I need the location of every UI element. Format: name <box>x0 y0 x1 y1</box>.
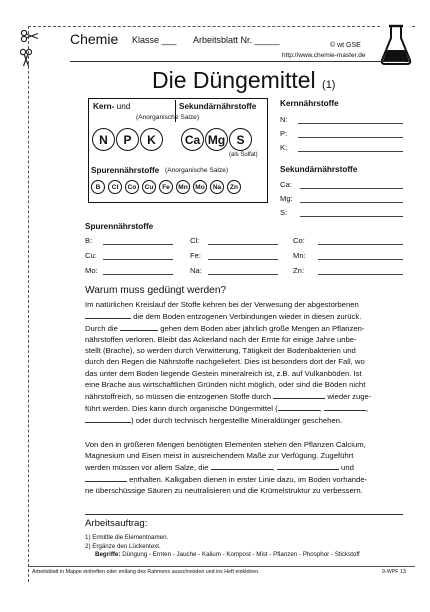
gap-field[interactable] <box>278 402 320 411</box>
text-span: nährstoffreich, so müssen die entzogenen Stoffe durch <box>85 391 272 401</box>
gap-field[interactable] <box>120 322 158 331</box>
answer-field-co[interactable] <box>318 244 403 245</box>
text-span: , <box>319 403 322 413</box>
task-item-2: 2) Ergänze den Lückentext. <box>85 542 161 550</box>
answer-field-na[interactable] <box>208 274 278 275</box>
paragraph-1 <box>85 299 403 426</box>
text-line: Im natürlichen Kreislauf der Stoffe kehren bei der Verwesung der abgestorbenen <box>85 300 359 309</box>
element-circle-s: S <box>229 128 252 151</box>
gap-field[interactable] <box>85 310 131 319</box>
copyright-text: © wt GSE <box>330 42 361 49</box>
element-circle-p: P <box>116 128 139 151</box>
text-line: eine Brache aus wirtschaftlichen Gründen nicht möglich, oder sind die Böden nicht <box>85 379 366 389</box>
answer-field-mg[interactable] <box>300 202 403 203</box>
answer-field-zn[interactable] <box>318 274 403 275</box>
gap-field[interactable] <box>277 461 339 470</box>
answer-field-n[interactable] <box>298 123 403 124</box>
question-heading: Warum muss gedüngt werden? <box>85 285 227 296</box>
answer-field-k[interactable] <box>298 151 403 152</box>
field-label-co: Co: <box>293 236 305 245</box>
gap-field[interactable] <box>211 461 275 473</box>
field-label-s: S: <box>280 208 288 217</box>
field-label-cl: Cl: <box>190 236 200 245</box>
text-span: und <box>341 463 354 473</box>
text-line: Magnesium und Eisen meist in ausreichendem Maße zur Verfügung. Zugeführt <box>85 451 354 461</box>
element-circle-k: K <box>140 128 163 151</box>
text-line: das unter dem Boden liegende Gestein mineralreich ist, z.B. auf Vulkanböden. Ist <box>85 368 362 378</box>
text-span: werden müssen vor allem Salze, die <box>85 463 209 473</box>
anorganische-label: (Anorganische Salze) <box>136 114 200 121</box>
kern-label <box>93 102 130 111</box>
field-label-k: K: <box>280 143 288 152</box>
answer-field-mo[interactable] <box>103 274 173 275</box>
field-label-mg: Mg: <box>280 194 293 203</box>
text-line <box>85 390 403 402</box>
task-list <box>85 534 360 560</box>
arbeitsblatt-label: Arbeitsblatt Nr. _____ <box>193 35 280 45</box>
spuren-figure-sub: (Anorganische Salze) <box>165 167 229 174</box>
gap-field[interactable] <box>273 390 325 399</box>
paragraph-2 <box>85 439 403 496</box>
text-span: enthalten. Kalkgaben dienen in erster Linie dazu, im Boden vorhande- <box>129 475 368 485</box>
scissors-icon <box>20 30 40 42</box>
answer-field-ca[interactable] <box>300 188 403 189</box>
text-line <box>85 461 403 473</box>
subject-title: Chemie <box>70 31 119 47</box>
field-label-ca: Ca: <box>280 180 292 189</box>
scissors-icon-vertical <box>20 48 32 68</box>
element-circle-mg: Mg <box>205 128 228 151</box>
text-span: gehen dem Boden aber jährlich große Mengen an Pflanzen- <box>160 324 365 334</box>
text-line <box>85 473 403 485</box>
page-title-number: (1) <box>322 79 336 91</box>
footer-code: 9-WPF 13 <box>382 569 406 575</box>
task-item-1: 1) Ermittle die Elementnamen. <box>85 534 169 541</box>
element-circle-fe: Fe <box>159 180 173 194</box>
field-label-fe: Fe: <box>190 251 201 260</box>
field-label-mn: Mn: <box>293 251 306 260</box>
begriffe-line <box>85 551 360 560</box>
arbeitsauftrag-divider <box>85 514 403 515</box>
header-divider <box>70 61 405 62</box>
text-span: , <box>366 403 369 413</box>
text-span: , <box>272 463 275 473</box>
page-title-text: Die Düngemittel <box>152 67 316 93</box>
answer-field-s[interactable] <box>300 216 403 217</box>
text-span: Durch die <box>85 324 118 334</box>
spuren-figure-label: Spurennährstoffe <box>91 166 160 175</box>
element-circle-zn: Zn <box>227 180 241 194</box>
field-label-zn: Zn: <box>293 266 304 275</box>
text-line: Von den in größeren Mengen benötigten Elementen stehen den Pflanzen Calcium, <box>85 440 366 449</box>
sekundaer-label: Sekundärnährstoffe <box>179 102 257 111</box>
element-circle-b: B <box>91 180 105 194</box>
text-line: stellt (Brache), so werden durch Verwitterung, Tätigkeit der Bodenbakterien und <box>85 346 356 356</box>
flask-logo-icon <box>380 22 412 66</box>
als-sulfat-label: (als Sulfat) <box>229 152 258 158</box>
sek-heading: Sekundärnährstoffe <box>280 165 358 174</box>
answer-field-cl[interactable] <box>208 244 278 245</box>
element-circle-mo: Mo <box>193 180 207 194</box>
field-label-b: B: <box>85 236 93 245</box>
gap-field[interactable] <box>85 473 127 482</box>
kern-label-text: Kern- <box>93 102 115 111</box>
text-line: nährstoffen verloren. Bleibt das Ackerland nach der Ernte für einige Jahre unbe- <box>85 335 357 345</box>
element-circle-mn: Mn <box>176 180 190 194</box>
kern-heading: Kernnährstoffe <box>280 99 339 108</box>
answer-field-b[interactable] <box>103 244 173 245</box>
answer-field-fe[interactable] <box>208 259 278 260</box>
text-line <box>85 414 403 426</box>
answer-field-p[interactable] <box>298 137 403 138</box>
und-label-text: und <box>116 102 131 111</box>
answer-field-mn[interactable] <box>318 259 403 260</box>
klasse-label: Klasse ___ <box>132 35 177 45</box>
footer-divider <box>28 566 415 567</box>
spuren-heading: Spurennährstoffe <box>85 222 154 231</box>
element-circle-co: Co <box>125 180 139 194</box>
element-circle-ca: Ca <box>181 128 204 151</box>
element-circle-n: N <box>92 128 115 151</box>
text-span: führt werden. Dies kann durch organische Düngermittel ( <box>85 403 278 413</box>
text-span: die dem Boden entzogenen Verbindungen wieder in diesen zurück. <box>133 312 362 322</box>
element-circle-na: Na <box>210 180 224 194</box>
text-span: ) oder durch technisch hergestellte Mineraldünger geschehen. <box>131 415 343 425</box>
gap-field[interactable] <box>85 414 131 423</box>
element-circle-cu: Cu <box>142 180 156 194</box>
text-line <box>85 322 403 334</box>
text-line: durch den Regen die Nährstoffe nachgeliefert. Dies ist besonders dort der Fall, wo <box>85 357 365 367</box>
begriffe-label: Begriffe: <box>95 551 121 559</box>
field-label-na: Na: <box>190 266 202 275</box>
field-label-mo: Mo: <box>85 266 98 275</box>
arbeitsauftrag-heading: Arbeitsauftrag: <box>85 518 148 529</box>
begriffe-list: Düngung - Ernten - Jauche - Kalium - Kompost - Mist - Pflanzen - Phosphor - Stickstoff <box>122 551 360 559</box>
page-title <box>152 67 335 94</box>
element-circle-cl: Cl <box>108 180 122 194</box>
text-span: wieder zuge- <box>327 391 372 401</box>
field-label-cu: Cu: <box>85 251 97 260</box>
gap-field[interactable] <box>324 402 369 413</box>
answer-field-cu[interactable] <box>103 259 173 260</box>
footer-note: Arbeitsblatt in Mappe einheften oder entlang des Rahmens ausschneiden und ins Heft einkleben. <box>32 569 260 575</box>
website-url: http://www.chemie-master.de <box>282 52 366 59</box>
text-line <box>85 310 403 322</box>
text-line <box>85 402 403 414</box>
field-label-p: P: <box>280 129 288 138</box>
text-line: ne überschüssige Säuren zu neutralisieren und die Krümelstruktur zu verbessern. <box>85 486 363 496</box>
field-label-n: N: <box>280 115 288 124</box>
